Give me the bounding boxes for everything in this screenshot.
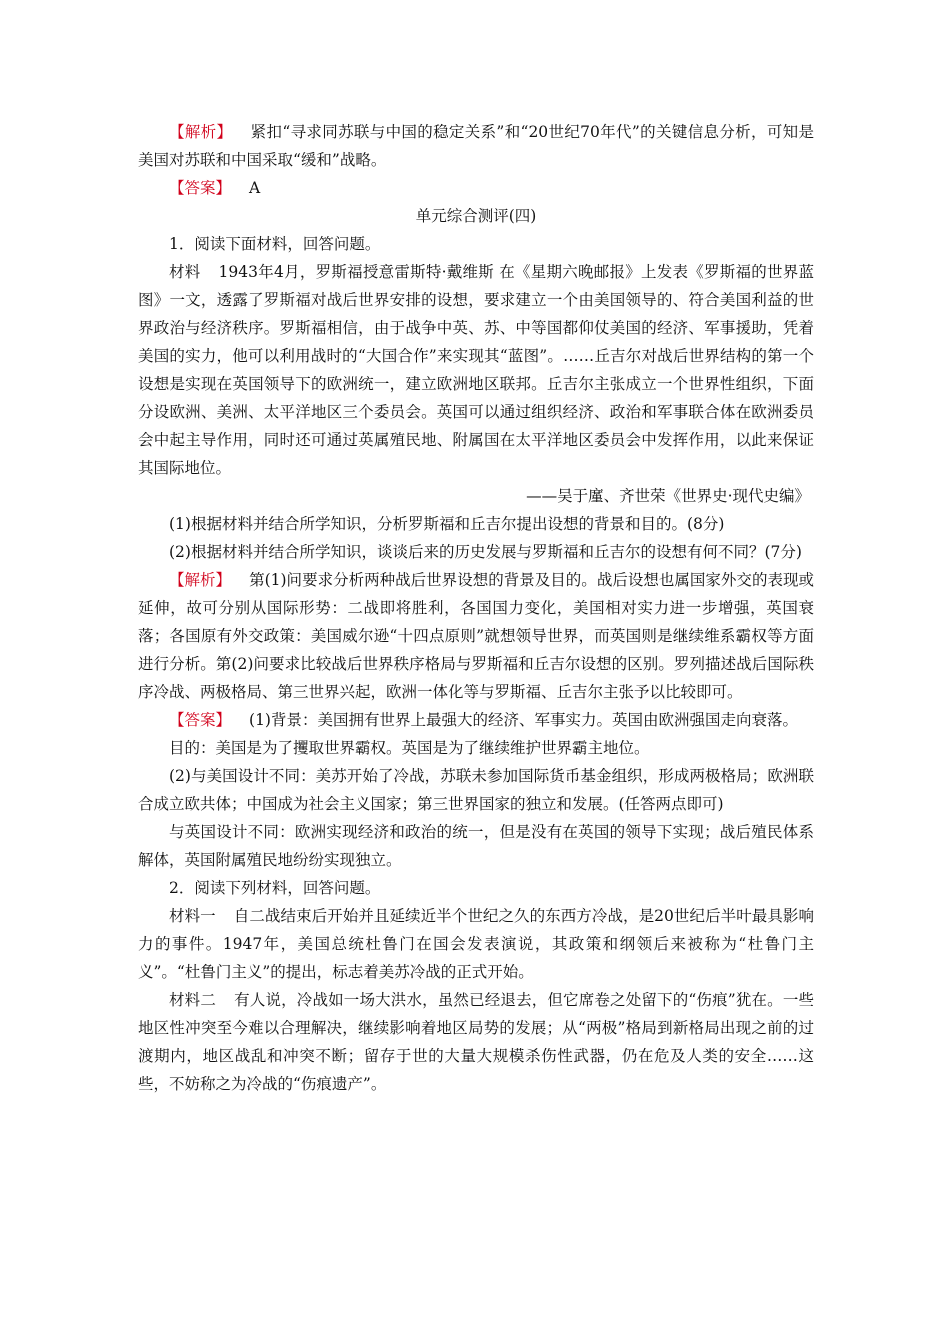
q1-sub2: (2)根据材料并结合所学知识，谈谈后来的历史发展与罗斯福和丘吉尔的设想有何不同？(7分) (169, 543, 802, 561)
q1-answer-4: 与英国设计不同：欧洲实现经济和政治的统一，但是没有在英国的领导下实现；战后殖民体系解体，英国附属殖民地纷纷实现独立。 (138, 823, 814, 869)
q1-material-label: 材料 (169, 263, 201, 281)
q2-m2-label: 材料二 (169, 991, 216, 1009)
analysis-tag: 【解析】 (169, 123, 233, 141)
q2-m2-text: 有人说，冷战如一场大洪水，虽然已经退去，但它席卷之处留下的“伤痕”犹在。一些地区性冲突至今难以合理解决，继续影响着地区局势的发展；从“两极”格局到新格局出现之前的过渡期内，地区战乱和冲突不断；留存于世的大量大规模杀伤性武器，仍在危及人类的安全……这些，不妨称之为冷战的“伤痕遗产”。 (138, 991, 814, 1093)
q1-analysis-text: 第(1)问要求分析两种战后世界设想的背景及目的。战后设想也属国家外交的表现或延伸，故可分别从国际形势：二战即将胜利，各国国力变化，美国相对实力进一步增强，英国衰落；各国原有外交政策：美国威尔逊“十四点原则”就想领导世界，而英国则是继续维系霸权等方面进行分析。第(2)问要求比较战后世界秩序格局与罗斯福和丘吉尔设想的区别。罗列描述战后国际秩序冷战、两极格局、第三世界兴起，欧洲一体化等与罗斯福、丘吉尔主张予以比较即可。 (138, 571, 814, 701)
q1-material-text: 1943年4月，罗斯福授意雷斯特·戴维斯 在《星期六晚邮报》上发表《罗斯福的世界蓝图》一文，透露了罗斯福对战后世界安排的设想，要求建立一个由美国领导的、符合美国利益的世界政治与经济秩序。罗斯福相信，由于战争中英、苏、中等国都仰仗美国的经济、军事援助，凭着美国的实力，他可以利用战时的“大国合作”来实现其“蓝图”。……丘吉尔对战后世界结构的第一个设想是实现在英国领导下的欧洲统一，建立欧洲地区联邦。丘吉尔主张成立一个世界性组织，下面分设欧洲、美洲、太平洋地区三个委员会。英国可以通过组织经济、政治和军事联合体在欧洲委员会中起主导作用，同时还可通过英属殖民地、附属国在太平洋地区委员会中发挥作用，以此来保证其国际地位。 (138, 263, 814, 477)
q1-answer-1: (1)背景：美国拥有世界上最强大的经济、军事实力。英国由欧洲强国走向衰落。 (249, 711, 798, 729)
prev-analysis-paragraph (138, 118, 814, 174)
q1-answer (138, 706, 814, 734)
section-title: 单元综合测评(四) (415, 207, 537, 225)
q2-material-2 (138, 986, 814, 1098)
q1-analysis-tag: 【解析】 (169, 571, 232, 589)
q2-prompt: 2．阅读下列材料，回答问题。 (169, 879, 381, 897)
answer-tag: 【答案】 (169, 179, 232, 197)
q1-analysis (138, 566, 814, 706)
q1-answer-2: 目的：美国是为了攫取世界霸权。英国是为了继续维护世界霸主地位。 (169, 739, 650, 757)
q2-m1-text: 自二战结束后开始并且延续近半个世纪之久的东西方冷战，是20世纪后半叶最具影响力的事件。1947年，美国总统杜鲁门在国会发表演说，其政策和纲领后来被称为“杜鲁门主义”。“杜鲁门主义”的提出，标志着美苏冷战的正式开始。 (138, 907, 814, 981)
q1-material (138, 258, 814, 482)
prev-answer-paragraph (138, 174, 814, 202)
q1-answer-tag: 【答案】 (169, 711, 232, 729)
analysis-text: 紧扣“寻求同苏联与中国的稳定关系”和“20世纪70年代”的关键信息分析，可知是美国对苏联和中国采取“缓和”战略。 (138, 123, 814, 169)
q1-source: ——吴于廑、齐世荣《世界史·现代史编》 (526, 487, 810, 505)
q1-sub1: (1)根据材料并结合所学知识，分析罗斯福和丘吉尔提出设想的背景和目的。(8分) (169, 515, 725, 533)
q1-answer-3: (2)与美国设计不同：美苏开始了冷战，苏联未参加国际货币基金组织，形成两极格局；欧洲联合成立欧共体；中国成为社会主义国家；第三世界国家的独立和发展。(任答两点即可) (138, 767, 814, 813)
q2-material-1 (138, 902, 814, 986)
q2-m1-label: 材料一 (169, 907, 216, 925)
answer-text: A (249, 179, 261, 197)
q1-prompt: 1．阅读下面材料，回答问题。 (169, 235, 381, 253)
